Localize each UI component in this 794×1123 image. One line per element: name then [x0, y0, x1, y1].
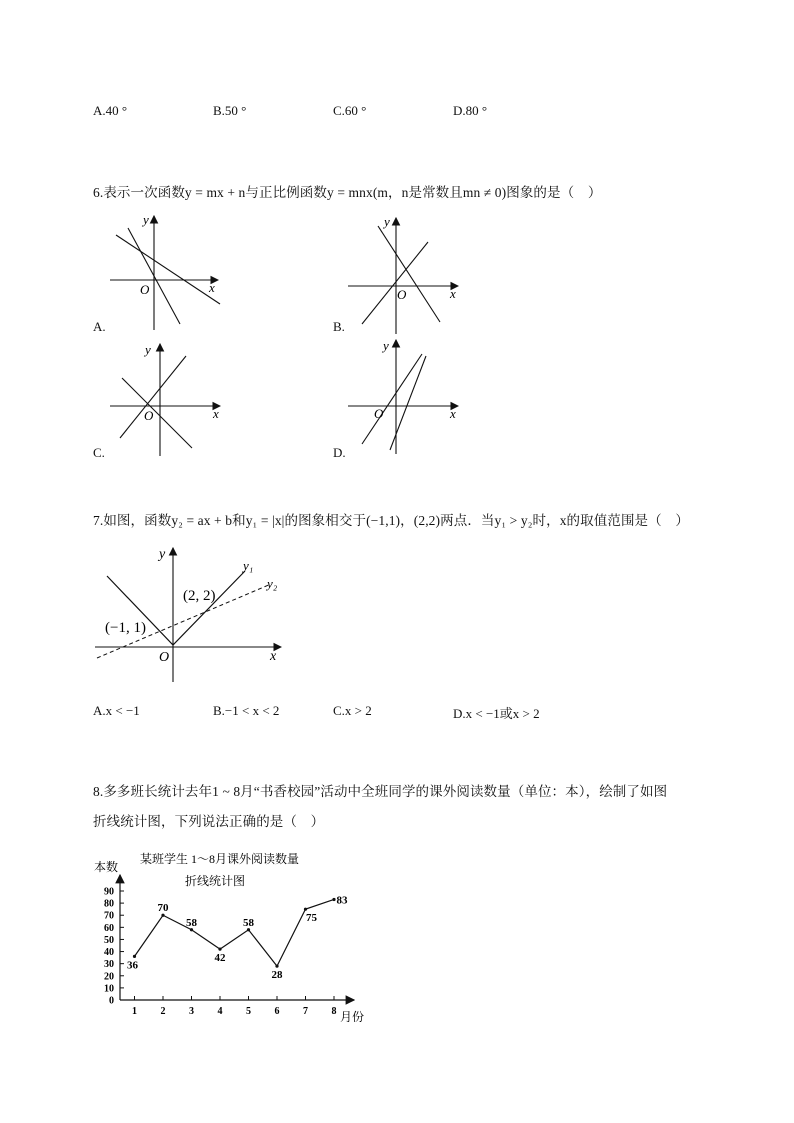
chart-ytick-label: 50 — [104, 934, 114, 946]
q6c-x-label: x — [213, 406, 219, 421]
q7-y-label: y — [159, 547, 166, 562]
q8-stem-line1: 8.多多班长统计去年1 ~ 8月“书香校园”活动中全班同学的课外阅读数量（单位：本），绘制了如图 — [93, 784, 668, 799]
q7-option-c: C.x > 2 — [333, 703, 372, 718]
q5-option-a: A.40 ° — [93, 103, 128, 118]
chart-point — [275, 964, 278, 967]
chart-ytick-label: 90 — [104, 886, 114, 898]
chart-xtick-label: 6 — [274, 1006, 280, 1017]
chart-point — [133, 955, 136, 958]
q6b-origin: O — [397, 287, 407, 302]
chart-xtick-label: 4 — [217, 1006, 223, 1017]
chart-data-label: 42 — [214, 952, 226, 965]
chart-data-label: 83 — [336, 894, 348, 907]
chart-ytick-label: 80 — [104, 898, 114, 910]
chart-ytick-label: 0 — [109, 995, 114, 1007]
q6-label-b: B. — [333, 319, 345, 334]
chart-xlabel: 月份 — [340, 1010, 365, 1024]
q8-stem-line2: 折线统计图，下列说法正确的是（ ） — [93, 814, 325, 829]
chart-xtick-label: 1 — [132, 1006, 137, 1017]
q7-point1-label: (−1, 1) — [105, 620, 146, 636]
chart-subtitle: 折线统计图 — [185, 874, 246, 888]
chart-data-label: 58 — [243, 916, 254, 929]
q6a-y-label: y — [143, 212, 149, 227]
chart-point — [332, 898, 335, 901]
chart-data-label: 36 — [127, 959, 138, 972]
chart-title: 某班学生 1～8月课外阅读数量 — [140, 852, 300, 866]
q6a-origin: O — [140, 282, 150, 297]
chart-point — [304, 908, 307, 911]
chart-data-label: 70 — [157, 902, 169, 915]
q6-label-a: A. — [93, 319, 106, 334]
q5-option-b: B.50 ° — [213, 103, 247, 118]
q7-option-b: B.−1 < x < 2 — [213, 703, 280, 718]
q7-origin: O — [159, 650, 170, 665]
q6b-y-label: y — [384, 214, 390, 229]
chart-point — [218, 948, 221, 951]
chart-ytick-label: 20 — [104, 971, 114, 983]
q6-label-c: C. — [93, 445, 105, 460]
chart-ytick-label: 60 — [104, 922, 114, 934]
q6d-origin: O — [374, 406, 384, 421]
chart-xtick-label: 8 — [331, 1006, 337, 1017]
chart-xtick-label: 7 — [303, 1006, 308, 1017]
chart-data-label: 75 — [306, 912, 317, 925]
q6b-x-label: x — [450, 286, 456, 301]
q7-y1-label: y₁ — [243, 558, 254, 573]
q7-option-d: D.x < −1或x > 2 — [453, 706, 540, 721]
chart-ytick-label: 10 — [104, 983, 114, 995]
q6a-x-label: x — [209, 280, 215, 295]
chart-ytick-label: 30 — [104, 959, 114, 971]
q6-graph-a — [100, 208, 230, 333]
chart-data-label: 58 — [186, 916, 197, 929]
chart-ytick-label: 40 — [104, 947, 114, 959]
q7-graph — [93, 540, 293, 685]
q7-stem: 7.如图，函数y₂ = ax + b和y₁ = |x|的图象相交于(−1,1)，(2,2)两点．当y₁ > y₂时，x的取值范围是（ ） — [93, 513, 689, 528]
q7-option-a: A.x < −1 — [93, 703, 140, 718]
q6-stem: 6.表示一次函数y = mx + n与正比例函数y = mnx(m，n是常数且mn ≠ 0)图象的是（ ） — [93, 185, 602, 200]
chart-ytick-label: 70 — [104, 910, 114, 922]
q6c-y-label: y — [145, 342, 151, 357]
chart-ylabel: 本数 — [94, 860, 119, 874]
q6d-x-label: x — [450, 406, 456, 421]
chart-xtick-label: 2 — [160, 1006, 166, 1017]
q6-graph-c — [100, 338, 230, 460]
q7-point2-label: (2, 2) — [183, 588, 216, 604]
chart-xtick-label: 5 — [246, 1006, 251, 1017]
q5-option-d: D.80 ° — [453, 103, 488, 118]
chart-xtick-label: 3 — [189, 1006, 194, 1017]
q7-x-label: x — [270, 649, 277, 664]
q6c-origin: O — [144, 408, 154, 423]
q6-label-d: D. — [333, 445, 346, 460]
q5-option-c: C.60 ° — [333, 103, 367, 118]
q6-graph-b — [340, 212, 470, 337]
q6d-y-label: y — [383, 338, 389, 353]
reading-line-chart — [90, 845, 380, 1025]
chart-data-label: 28 — [271, 969, 283, 982]
q7-y2-label: y₂ — [267, 576, 278, 591]
q6-graph-d — [340, 336, 470, 458]
